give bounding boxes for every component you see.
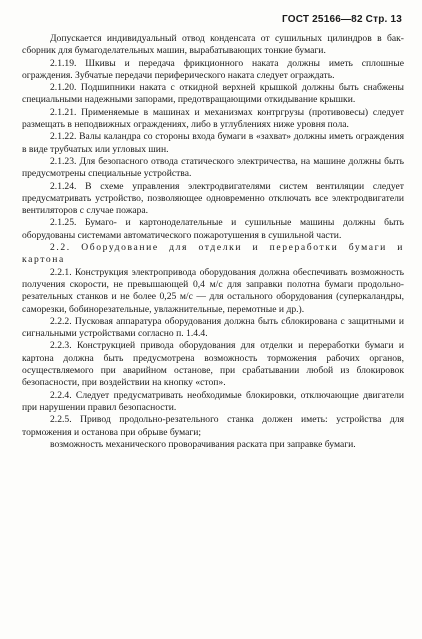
paragraph-2-1-24: 2.1.24. В схеме управления электродвигателями систем вентиляции следует предусматривать устройство, позволяющее одновременно отключать все электродвигатели вентиляторов с случае пожара. <box>22 180 404 217</box>
paragraph-2-1-19: 2.1.19. Шкивы и передача фрикционного наката должны иметь сплошные ограждения. Зубчатые передачи периферического наката следует ограждать. <box>22 57 404 81</box>
document-body <box>22 33 404 451</box>
paragraph-2-2-4: 2.2.4. Следует предусматривать необходимые блокировки, отключающие двигатели при нарушении правил безопасности. <box>22 389 404 413</box>
paragraph-2-1-22: 2.1.22. Валы каландра со стороны входа бумаги в «захват» должны иметь ограждения в виде трубчатых или угловых шин. <box>22 131 404 155</box>
page-header: ГОСТ 25166—82 Стр. 13 <box>282 14 402 25</box>
section-heading-2-2: 2.2. Оборудование для отделки и переработки бумаги и картона <box>22 242 404 266</box>
paragraph-2-2-3: 2.2.3. Конструкцией привода оборудования для отделки и переработки бумаги и картона должна быть предусмотрена возможность торможения рабочих органов, осуществляемого при аварийном останове, при срабатывании любой из блокировок безопасности, при воздействии на кнопку «стоп». <box>22 340 404 389</box>
paragraph-2-2-2: 2.2.2. Пусковая аппаратура оборудования должна быть сблокирована с защитными и сигнальными устройствами согласно п. 1.4.4. <box>22 315 404 340</box>
paragraph-2-2-5: 2.2.5. Привод продольно-резательного станка должен иметь: устройства для торможения и останова при обрыве бумаги; <box>22 414 404 438</box>
paragraph-2-1-25: 2.1.25. Бумаго- и картоноделательные и сушильные машины должны быть оборудованы системами автоматического пожаротушения в сушильной части. <box>22 217 404 241</box>
paragraph-2-2-5-continued: возможность механического проворачивания раската при заправке бумаги. <box>50 438 356 450</box>
paragraph-2-2-1: 2.2.1. Конструкция электропривода оборудования должна обеспечивать возможность получения скорости, не превышающей 0,4 м/с для заправки полотна бумаги продольно-резательных станков и не более 0,25 м/с — для остального оборудования (суперкаландры, саморезки, бобинорезательные, увлажнительные, перемотные и др.). <box>22 266 404 315</box>
paragraph-condensate: Допускается индивидуальный отвод конденсата от сушильных цилиндров в бак-сборник для бумагоделательных машин, вырабатывающих тонкие бумаги. <box>22 33 404 57</box>
paragraph-2-1-21: 2.1.21. Применяемые в машинах и механизмах контргрузы (противовесы) следует размещать в неподвижных ограждениях, либо в углублениях ниже уровня пола. <box>22 106 404 131</box>
paragraph-2-1-20: 2.1.20. Подшипники наката с откидной верхней крышкой должны быть снабжены специальными надежными запорами, предотвращающими откидывание крышки. <box>22 82 404 106</box>
paragraph-2-1-23: 2.1.23. Для безопасного отвода статического электричества, на машине должны быть предусмотрены специальные устройства. <box>22 155 404 180</box>
